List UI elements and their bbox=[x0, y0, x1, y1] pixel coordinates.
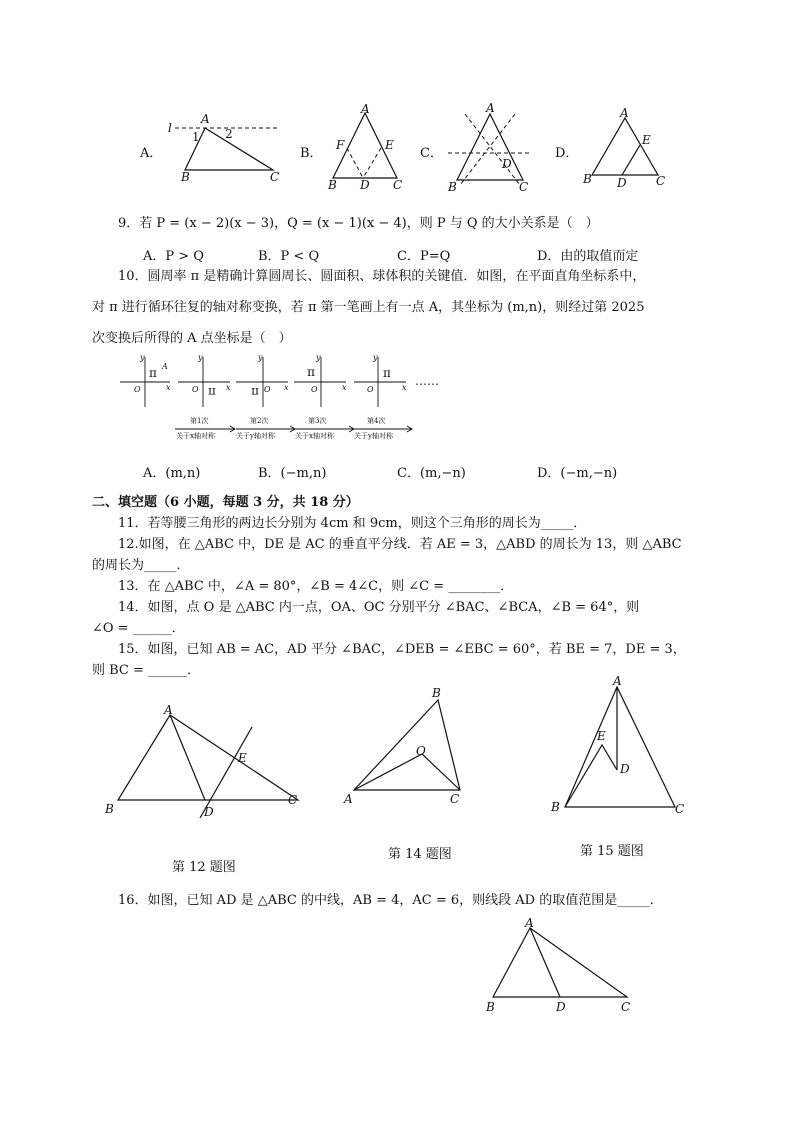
svg-text:x: x bbox=[166, 383, 171, 392]
q11-text: 11．若等腰三角形的两边长分别为 4cm 和 9cm，则这个三角形的周长为_____． bbox=[118, 516, 587, 531]
svg-text:E: E bbox=[597, 729, 606, 743]
q14-line-1: 14．如图，点 O 是 △ABC 内一点，OA、OC 分别平分 ∠BAC、∠BCA，∠B = 64°，则 bbox=[118, 600, 640, 615]
svg-text:D: D bbox=[556, 1000, 566, 1014]
svg-text:……: …… bbox=[415, 374, 439, 388]
svg-text:E: E bbox=[385, 138, 394, 152]
q8-figure-a bbox=[165, 108, 290, 183]
figure-15 bbox=[545, 670, 695, 820]
svg-text:第2次: 第2次 bbox=[250, 417, 269, 425]
svg-text:F: F bbox=[336, 138, 345, 152]
figure-12-caption: 第 12 题图 bbox=[172, 860, 236, 875]
q12-line-2: 的周长为_____． bbox=[92, 558, 190, 573]
svg-text:B: B bbox=[551, 800, 560, 814]
q10-line-1: 10．圆周率 π 是精确计算圆周长、圆面积、球体积的关键值．如图，在平面直角坐标系中， bbox=[118, 269, 646, 284]
q10-option-a: A．(m,n) bbox=[143, 466, 201, 481]
svg-text:A: A bbox=[525, 916, 534, 930]
q9-option-d: D．由的取值而定 bbox=[537, 249, 639, 264]
svg-text:A: A bbox=[162, 362, 168, 371]
svg-text:A: A bbox=[361, 102, 370, 116]
q10-line-2: 对 π 进行循环往复的轴对称变换，若 π 第一笔画上有一点 A，其坐标为 (m,n)，则经过第 2025 bbox=[92, 300, 645, 315]
q8-option-d-label: D． bbox=[555, 146, 579, 161]
svg-text:第3次: 第3次 bbox=[308, 417, 327, 425]
q8-option-c-label: C． bbox=[420, 146, 443, 161]
svg-text:D: D bbox=[204, 805, 214, 819]
svg-text:y: y bbox=[198, 353, 203, 362]
q10-option-d: D．(−m,−n) bbox=[537, 466, 618, 481]
svg-text:x: x bbox=[226, 383, 231, 392]
svg-text:O: O bbox=[416, 744, 426, 758]
q10-option-b: B．(−m,n) bbox=[258, 466, 327, 481]
q10-line-3: 次变换后所得的 A 点坐标是（ ） bbox=[92, 331, 292, 346]
svg-text:C: C bbox=[393, 178, 403, 192]
svg-text:A: A bbox=[613, 674, 622, 688]
q13-text: 13．在 △ABC 中，∠A = 80°，∠B = 4∠C，则 ∠C = ________． bbox=[118, 579, 514, 594]
svg-text:x: x bbox=[342, 383, 347, 392]
svg-text:C: C bbox=[270, 170, 280, 184]
svg-text:A: A bbox=[486, 101, 495, 115]
q9-option-b: B．P < Q bbox=[258, 249, 320, 264]
svg-text:A: A bbox=[201, 112, 210, 126]
svg-text:π: π bbox=[251, 385, 259, 399]
svg-text:O: O bbox=[192, 385, 199, 394]
svg-text:1: 1 bbox=[192, 130, 200, 144]
svg-text:关于x轴对称: 关于x轴对称 bbox=[295, 432, 334, 440]
svg-text:x: x bbox=[284, 383, 289, 392]
svg-text:2: 2 bbox=[225, 127, 233, 141]
svg-text:第1次: 第1次 bbox=[190, 417, 209, 425]
svg-text:O: O bbox=[134, 385, 141, 394]
svg-text:B: B bbox=[583, 172, 592, 186]
svg-text:E: E bbox=[642, 133, 651, 147]
svg-text:O: O bbox=[264, 385, 271, 394]
figure-12 bbox=[100, 700, 310, 825]
svg-text:y: y bbox=[140, 353, 145, 362]
svg-text:C: C bbox=[450, 792, 460, 806]
q8-option-b-label: B． bbox=[300, 146, 323, 161]
svg-text:y: y bbox=[316, 353, 321, 362]
q8-figure-d bbox=[580, 103, 675, 193]
svg-text:B: B bbox=[486, 1000, 495, 1014]
figure-14-caption: 第 14 题图 bbox=[388, 847, 452, 862]
svg-text:l: l bbox=[168, 121, 172, 135]
svg-text:D: D bbox=[502, 157, 512, 171]
q9-option-c: C．P=Q bbox=[397, 249, 451, 264]
svg-text:A: A bbox=[620, 106, 629, 120]
svg-text:B: B bbox=[181, 170, 190, 184]
svg-text:关于x轴对称: 关于x轴对称 bbox=[176, 432, 215, 440]
svg-text:B: B bbox=[432, 686, 441, 700]
svg-text:π: π bbox=[208, 385, 216, 399]
q10-transformation-figure bbox=[118, 352, 448, 444]
q9-option-a: A．P > Q bbox=[143, 249, 204, 264]
figure-14 bbox=[340, 680, 475, 810]
svg-text:B: B bbox=[105, 802, 114, 816]
svg-text:y: y bbox=[258, 353, 263, 362]
svg-text:B: B bbox=[328, 178, 337, 192]
section-2-title: 二、填空题（6 小题，每题 3 分，共 18 分） bbox=[92, 495, 359, 510]
figure-15-caption: 第 15 题图 bbox=[580, 844, 644, 859]
svg-text:C: C bbox=[519, 180, 529, 194]
svg-text:π: π bbox=[307, 365, 315, 379]
q8-figure-b bbox=[325, 103, 410, 193]
svg-text:x: x bbox=[402, 383, 407, 392]
q8-figure-c bbox=[445, 100, 540, 195]
svg-text:C: C bbox=[656, 174, 666, 188]
svg-text:第4次: 第4次 bbox=[367, 417, 386, 425]
svg-text:E: E bbox=[238, 751, 247, 765]
q9-stem: 9．若 P = (x − 2)(x − 3)，Q = (x − 1)(x − 4)，则 P 与 Q 的大小关系是（ ） bbox=[118, 216, 599, 231]
svg-text:关于y轴对称: 关于y轴对称 bbox=[236, 432, 275, 440]
svg-text:关于y轴对称: 关于y轴对称 bbox=[354, 432, 393, 440]
svg-text:D: D bbox=[620, 762, 630, 776]
svg-text:D: D bbox=[360, 178, 370, 192]
svg-text:A: A bbox=[344, 792, 353, 806]
q16-text: 16．如图，已知 AD 是 △ABC 的中线，AB = 4，AC = 6，则线段 AD 的取值范围是_____． bbox=[118, 893, 663, 908]
q12-line-1: 12.如图，在 △ABC 中，DE 是 AC 的垂直平分线．若 AE = 3，△ABD 的周长为 13，则 △ABC bbox=[118, 537, 682, 552]
svg-text:O: O bbox=[311, 385, 318, 394]
svg-text:π: π bbox=[149, 366, 157, 380]
svg-text:C: C bbox=[288, 793, 298, 807]
figure-16 bbox=[480, 915, 640, 1020]
q15-line-2: 则 BC = ______． bbox=[92, 663, 201, 678]
svg-text:π: π bbox=[383, 366, 391, 380]
q15-line-1: 15．如图，已知 AB = AC，AD 平分 ∠BAC，∠DEB = ∠EBC = 60°，若 BE = 7，DE = 3， bbox=[118, 642, 686, 657]
q8-option-a-label: A． bbox=[140, 146, 163, 161]
svg-text:C: C bbox=[621, 1000, 631, 1014]
q14-line-2: ∠O = ______． bbox=[92, 621, 185, 636]
q10-option-c: C．(m,−n) bbox=[397, 466, 466, 481]
svg-text:A: A bbox=[164, 703, 173, 717]
svg-text:B: B bbox=[448, 180, 457, 194]
svg-text:D: D bbox=[617, 176, 627, 190]
svg-text:O: O bbox=[367, 385, 374, 394]
svg-text:y: y bbox=[373, 353, 378, 362]
svg-text:C: C bbox=[675, 802, 685, 816]
